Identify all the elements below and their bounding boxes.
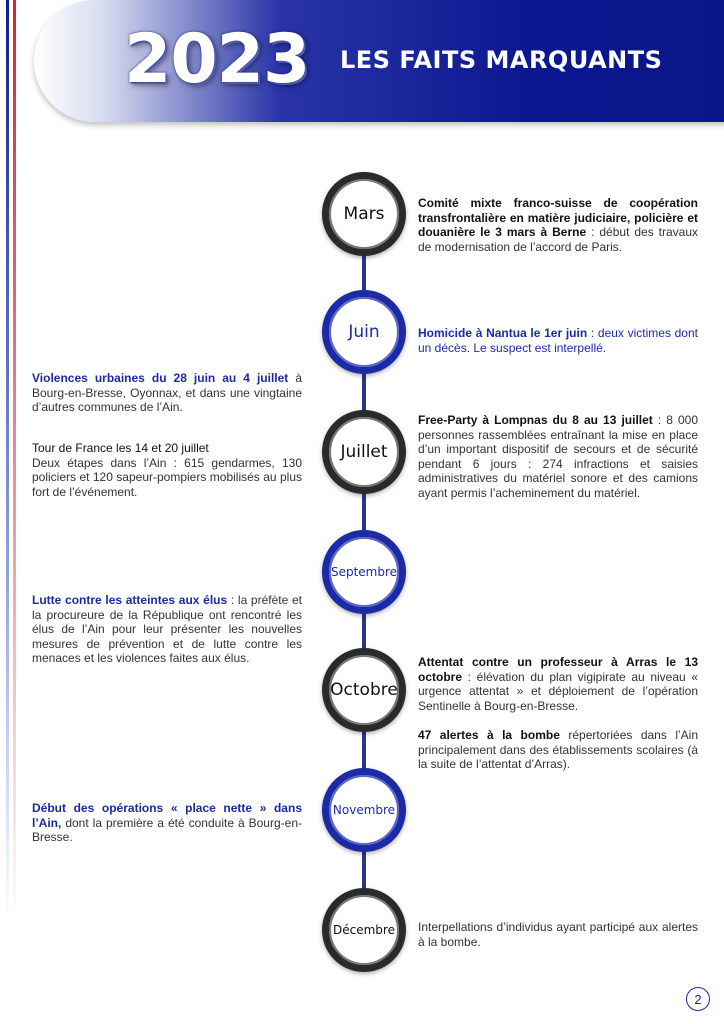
event-alertes: 47 alertes à la bombe répertoriées dans l’Ain principalement dans des établissements scolaires (à la suite de l’attentat d’Arras). <box>418 728 698 771</box>
event-decembre: Interpellations d’individus ayant participé aux alertes à la bombe. <box>418 920 698 949</box>
flag-stripe-blue <box>6 0 9 1024</box>
timeline-node-novembre: Novembre <box>322 768 406 852</box>
header-title: LES FAITS MARQUANTS <box>340 46 663 74</box>
event-tour-de-france <box>32 441 302 499</box>
event-tour-de-france-lead: Tour de France les 14 et 20 juillet <box>32 441 209 455</box>
event-place-nette: Début des opérations « place nette » dans l’Ain, dont la première a été conduite à Bourg-en-Bresse. <box>32 801 302 844</box>
event-mars: Comité mixte franco-suisse de coopération transfrontalière en matière judiciaire, policière et douanière le 3 mars à Berne : début des travaux de modernisation de l’accord de Paris. <box>418 196 698 254</box>
flag-stripe-red <box>13 0 16 1024</box>
timeline-node-octobre: Octobre <box>322 648 406 732</box>
timeline-node-juillet: Juillet <box>322 410 406 494</box>
event-elus: Lutte contre les atteintes aux élus : la préfète et la procureure de la République ont rencontré les élus de l’Ain pour leur présenter les nouvelles mesures de prévention et de lutte contre les menaces et les violences faites aux élus. <box>32 593 302 665</box>
timeline-node-mars: Mars <box>322 172 406 256</box>
header-year: 2023 <box>124 20 310 99</box>
event-tour-de-france-body: Deux étapes dans l’Ain : 615 gendarmes, 130 policiers et 120 sapeur-pompiers mobilisés au plus fort de l’événement. <box>32 455 302 499</box>
timeline-node-decembre: Décembre <box>322 888 406 972</box>
timeline-node-septembre: Septembre <box>322 530 406 614</box>
event-violences-urbaines: Violences urbaines du 28 juin au 4 juillet à Bourg-en-Bresse, Oyonnax, et dans une vingtaine d’autres communes de l’Ain. <box>32 371 303 414</box>
event-juillet: Free-Party à Lompnas du 8 au 13 juillet : 8 000 personnes rassemblées entraînant la mise en place d’un important dispositif de secours et de sécurité pendant 6 jours : 274 infractions et saisies administratives du matériel sonore et des camions ayant permis l’acheminement du matériel. <box>418 413 698 500</box>
page-number: 2 <box>686 987 710 1011</box>
event-juin: Homicide à Nantua le 1er juin : deux victimes dont un décès. Le suspect est interpellé. <box>418 326 698 355</box>
timeline-node-juin: Juin <box>322 290 406 374</box>
event-octobre: Attentat contre un professeur à Arras le 13 octobre : élévation du plan vigipirate au niveau « urgence attentat » et déploiement de l’opération Sentinelle à Bourg-en-Bresse. <box>418 655 698 713</box>
